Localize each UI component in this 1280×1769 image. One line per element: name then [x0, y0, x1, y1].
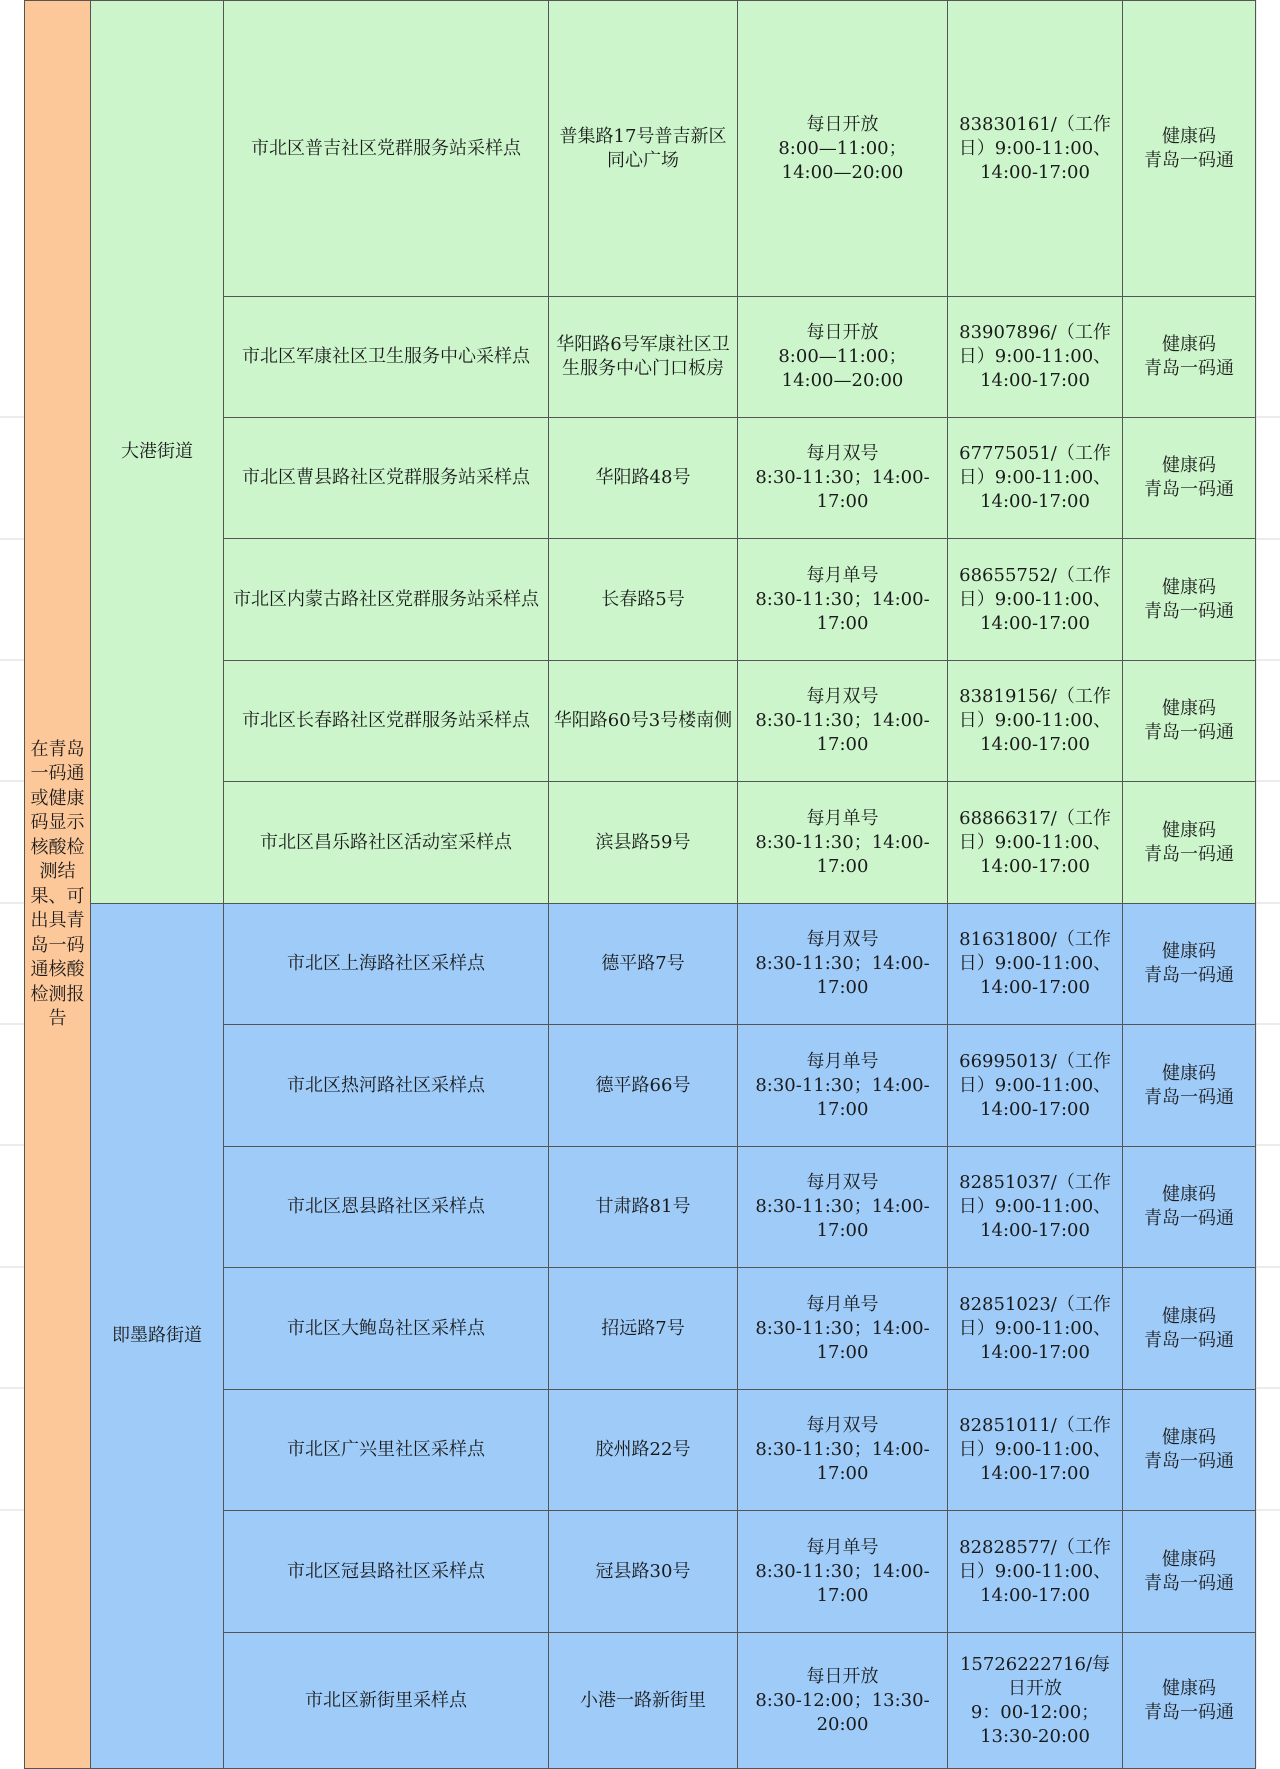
site-phone-cell: 81631800/（工作日）9:00-11:00、14:00-17:00 — [948, 904, 1123, 1025]
site-name-cell: 市北区新街里采样点 — [224, 1633, 549, 1769]
site-hours-cell: 每日开放 8:00—11:00； 14:00—20:00 — [738, 1, 948, 297]
site-address-cell: 冠县路30号 — [549, 1511, 738, 1633]
site-name-cell: 市北区军康社区卫生服务中心采样点 — [224, 297, 549, 418]
site-hours-cell: 每月单号 8:30-11:30；14:00-17:00 — [738, 782, 948, 904]
site-address-cell: 德平路66号 — [549, 1025, 738, 1147]
site-code-cell: 健康码 青岛一码通 — [1123, 1, 1256, 297]
site-address-cell: 招远路7号 — [549, 1268, 738, 1390]
site-address-cell: 长春路5号 — [549, 539, 738, 661]
site-phone-cell: 82828577/（工作日）9:00-11:00、14:00-17:00 — [948, 1511, 1123, 1633]
site-hours-cell: 每月单号 8:30-11:30；14:00-17:00 — [738, 1511, 948, 1633]
site-name-cell: 市北区热河路社区采样点 — [224, 1025, 549, 1147]
site-hours-cell: 每月单号 8:30-11:30；14:00-17:00 — [738, 539, 948, 661]
site-phone-cell: 83830161/（工作日）9:00-11:00、14:00-17:00 — [948, 1, 1123, 297]
sampling-sites-table — [24, 0, 1256, 1769]
site-code-cell: 健康码 青岛一码通 — [1123, 661, 1256, 782]
site-code-cell: 健康码 青岛一码通 — [1123, 1147, 1256, 1268]
site-name-cell: 市北区昌乐路社区活动室采样点 — [224, 782, 549, 904]
site-phone-cell: 68866317/（工作日）9:00-11:00、14:00-17:00 — [948, 782, 1123, 904]
street-name-cell: 即墨路街道 — [91, 904, 224, 1769]
site-code-cell: 健康码 青岛一码通 — [1123, 1633, 1256, 1769]
site-name-cell: 市北区恩县路社区采样点 — [224, 1147, 549, 1268]
site-hours-cell: 每月单号 8:30-11:30；14:00-17:00 — [738, 1268, 948, 1390]
site-hours-cell: 每月双号 8:30-11:30；14:00-17:00 — [738, 661, 948, 782]
note-cell: 在青岛一码通或健康码显示核酸检测结果、可出具青岛一码通核酸检测报告 — [25, 1, 91, 1769]
site-address-cell: 华阳路60号3号楼南侧 — [549, 661, 738, 782]
site-code-cell: 健康码 青岛一码通 — [1123, 1025, 1256, 1147]
site-address-cell: 普集路17号普吉新区同心广场 — [549, 1, 738, 297]
site-address-cell: 华阳路6号军康社区卫生服务中心门口板房 — [549, 297, 738, 418]
site-phone-cell: 68655752/（工作日）9:00-11:00、14:00-17:00 — [948, 539, 1123, 661]
site-hours-cell: 每日开放 8:30-12:00；13:30-20:00 — [738, 1633, 948, 1769]
site-code-cell: 健康码 青岛一码通 — [1123, 297, 1256, 418]
site-address-cell: 华阳路48号 — [549, 418, 738, 539]
site-code-cell: 健康码 青岛一码通 — [1123, 1511, 1256, 1633]
site-name-cell: 市北区冠县路社区采样点 — [224, 1511, 549, 1633]
site-address-cell: 小港一路新街里 — [549, 1633, 738, 1769]
site-phone-cell: 82851023/（工作日）9:00-11:00、14:00-17:00 — [948, 1268, 1123, 1390]
site-code-cell: 健康码 青岛一码通 — [1123, 782, 1256, 904]
site-phone-cell: 67775051/（工作日）9:00-11:00、14:00-17:00 — [948, 418, 1123, 539]
site-phone-cell: 82851011/（工作日）9:00-11:00、14:00-17:00 — [948, 1390, 1123, 1511]
site-hours-cell: 每月双号 8:30-11:30；14:00-17:00 — [738, 418, 948, 539]
site-hours-cell: 每月双号 8:30-11:30；14:00-17:00 — [738, 1147, 948, 1268]
site-hours-cell: 每日开放 8:00—11:00； 14:00—20:00 — [738, 297, 948, 418]
site-address-cell: 胶州路22号 — [549, 1390, 738, 1511]
site-code-cell: 健康码 青岛一码通 — [1123, 1390, 1256, 1511]
site-name-cell: 市北区上海路社区采样点 — [224, 904, 549, 1025]
site-name-cell: 市北区广兴里社区采样点 — [224, 1390, 549, 1511]
table-row — [25, 904, 1256, 1025]
site-phone-cell: 82851037/（工作日）9:00-11:00、14:00-17:00 — [948, 1147, 1123, 1268]
site-hours-cell: 每月双号 8:30-11:30；14:00-17:00 — [738, 1390, 948, 1511]
site-phone-cell: 66995013/（工作日）9:00-11:00、14:00-17:00 — [948, 1025, 1123, 1147]
street-name-cell: 大港街道 — [91, 1, 224, 904]
site-code-cell: 健康码 青岛一码通 — [1123, 539, 1256, 661]
site-name-cell: 市北区大鲍岛社区采样点 — [224, 1268, 549, 1390]
site-code-cell: 健康码 青岛一码通 — [1123, 418, 1256, 539]
site-phone-cell: 15726222716/每日开放 9：00-12:00；13:30-20:00 — [948, 1633, 1123, 1769]
site-name-cell: 市北区长春路社区党群服务站采样点 — [224, 661, 549, 782]
site-phone-cell: 83819156/（工作日）9:00-11:00、14:00-17:00 — [948, 661, 1123, 782]
site-hours-cell: 每月单号 8:30-11:30；14:00-17:00 — [738, 1025, 948, 1147]
site-code-cell: 健康码 青岛一码通 — [1123, 904, 1256, 1025]
site-name-cell: 市北区曹县路社区党群服务站采样点 — [224, 418, 549, 539]
table-row — [25, 1, 1256, 297]
site-code-cell: 健康码 青岛一码通 — [1123, 1268, 1256, 1390]
site-name-cell: 市北区普吉社区党群服务站采样点 — [224, 1, 549, 297]
site-hours-cell: 每月双号 8:30-11:30；14:00-17:00 — [738, 904, 948, 1025]
site-address-cell: 滨县路59号 — [549, 782, 738, 904]
site-phone-cell: 83907896/（工作日）9:00-11:00、14:00-17:00 — [948, 297, 1123, 418]
site-name-cell: 市北区内蒙古路社区党群服务站采样点 — [224, 539, 549, 661]
site-address-cell: 甘肃路81号 — [549, 1147, 738, 1268]
site-address-cell: 德平路7号 — [549, 904, 738, 1025]
